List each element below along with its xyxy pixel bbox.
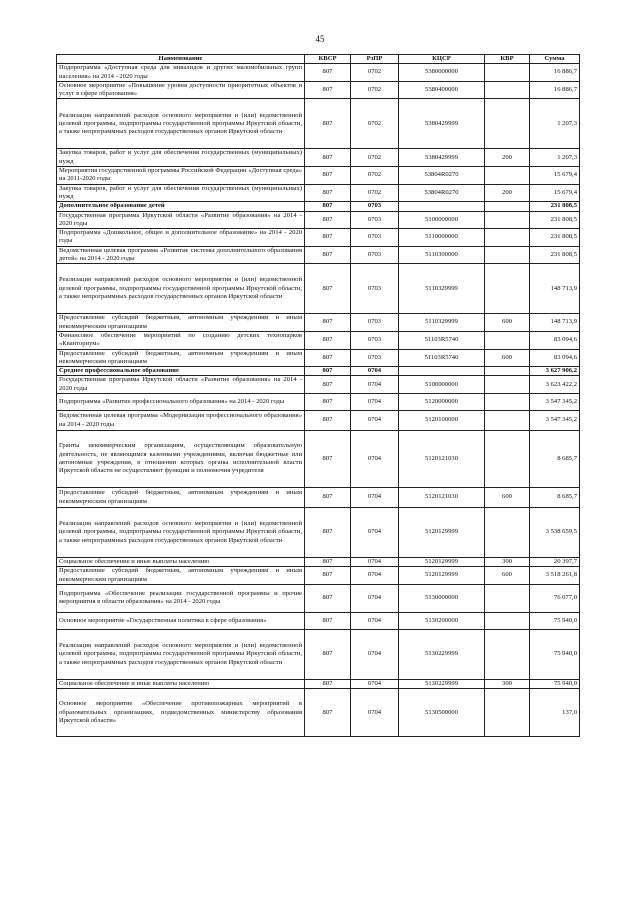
cell-name: Реализация направлений расходов основного мероприятия и (или) ведомственной целевой программы, подпрограммы государственной программы Иркутской области, а также непрограммных расходов государственных органов Иркутской области bbox=[57, 629, 305, 679]
cell-sum: 16 886,7 bbox=[530, 81, 580, 99]
cell-kcsr: 5110000000 bbox=[399, 229, 485, 247]
cell-name: Реализация направлений расходов основного мероприятия и (или) ведомственной целевой программы, подпрограммы государственной программы Иркутской области, а также непрограммных расходов государственных органов Иркутской области bbox=[57, 264, 305, 314]
cell-kvsr: 807 bbox=[305, 349, 351, 367]
cell-kvr bbox=[485, 508, 530, 558]
cell-kvsr: 807 bbox=[305, 508, 351, 558]
cell-sum: 15 679,4 bbox=[530, 184, 580, 202]
cell-kvsr: 807 bbox=[305, 184, 351, 202]
table-row bbox=[57, 629, 580, 679]
cell-sum: 231 808,5 bbox=[530, 202, 580, 211]
cell-kvsr: 807 bbox=[305, 81, 351, 99]
column-header-sum: Сумма bbox=[530, 55, 580, 64]
cell-kvr: 300 bbox=[485, 679, 530, 688]
cell-kvr: 600 bbox=[485, 567, 530, 585]
table-header-row bbox=[57, 55, 580, 64]
cell-kvr: 200 bbox=[485, 184, 530, 202]
cell-name: Социальное обеспечение и иные выплаты населению bbox=[57, 558, 305, 567]
column-header-kvr: КВР bbox=[485, 55, 530, 64]
cell-kvr: 600 bbox=[485, 349, 530, 367]
cell-kvsr: 807 bbox=[305, 149, 351, 167]
cell-sum: 20 397,7 bbox=[530, 558, 580, 567]
cell-kvsr: 807 bbox=[305, 367, 351, 376]
cell-kvr: 600 bbox=[485, 314, 530, 332]
cell-kvr bbox=[485, 99, 530, 149]
table-body bbox=[57, 64, 580, 737]
cell-name: Основное мероприятие «Обеспечение противопожарных мероприятий в образовательных организациях, подведомственных министерству образования Иркутской области» bbox=[57, 689, 305, 737]
cell-kcsr: 5120129999 bbox=[399, 558, 485, 567]
cell-sum: 231 808,5 bbox=[530, 246, 580, 264]
cell-kvsr: 807 bbox=[305, 629, 351, 679]
cell-rzpr: 0702 bbox=[351, 81, 399, 99]
cell-kvsr: 807 bbox=[305, 411, 351, 431]
table-row bbox=[57, 394, 580, 411]
cell-kvsr: 807 bbox=[305, 431, 351, 488]
table-row bbox=[57, 202, 580, 211]
table-row bbox=[57, 81, 580, 99]
cell-rzpr: 0702 bbox=[351, 99, 399, 149]
column-header-name: Наименование bbox=[57, 55, 305, 64]
table-row bbox=[57, 584, 580, 612]
table-row bbox=[57, 184, 580, 202]
table-row bbox=[57, 567, 580, 585]
cell-kcsr: 53804R0270 bbox=[399, 167, 485, 185]
cell-name: Предоставление субсидий бюджетным, автономным учреждениям и иным некоммерческим организациям bbox=[57, 314, 305, 332]
cell-rzpr: 0704 bbox=[351, 411, 399, 431]
cell-kvsr: 807 bbox=[305, 612, 351, 629]
cell-rzpr: 0703 bbox=[351, 264, 399, 314]
cell-kcsr: 5120129999 bbox=[399, 567, 485, 585]
cell-kvr bbox=[485, 246, 530, 264]
table-row bbox=[57, 679, 580, 688]
cell-kvr bbox=[485, 411, 530, 431]
cell-name: Подпрограмма «Дошкольное, общее и дополнительное образование» на 2014 - 2020 годы bbox=[57, 229, 305, 247]
cell-kcsr: 5130229999 bbox=[399, 679, 485, 688]
table-row bbox=[57, 264, 580, 314]
cell-rzpr: 0704 bbox=[351, 488, 399, 508]
cell-sum: 3 538 659,5 bbox=[530, 508, 580, 558]
cell-name: Среднее профессиональное образование bbox=[57, 367, 305, 376]
cell-kcsr: 5110300000 bbox=[399, 246, 485, 264]
cell-kvsr: 807 bbox=[305, 167, 351, 185]
cell-name: Основное мероприятие «Государственная политика в сфере образования» bbox=[57, 612, 305, 629]
budget-table bbox=[56, 54, 580, 737]
cell-kcsr: 5380000000 bbox=[399, 64, 485, 82]
cell-rzpr: 0703 bbox=[351, 331, 399, 349]
cell-sum: 16 886,7 bbox=[530, 64, 580, 82]
cell-rzpr: 0702 bbox=[351, 64, 399, 82]
cell-kvr: 300 bbox=[485, 558, 530, 567]
cell-kcsr: 5120000000 bbox=[399, 394, 485, 411]
cell-kvr: 200 bbox=[485, 149, 530, 167]
cell-kvsr: 807 bbox=[305, 99, 351, 149]
cell-rzpr: 0704 bbox=[351, 629, 399, 679]
cell-name: Подпрограмма «Доступная среда для инвалидов и других маломобильных групп населения» на 2014 - 2020 годы bbox=[57, 64, 305, 82]
cell-kcsr: 5130500000 bbox=[399, 689, 485, 737]
cell-sum: 75 940,0 bbox=[530, 679, 580, 688]
cell-kvr bbox=[485, 331, 530, 349]
table-row bbox=[57, 349, 580, 367]
cell-kvsr: 807 bbox=[305, 376, 351, 394]
cell-kvr bbox=[485, 211, 530, 229]
cell-sum: 75 940,0 bbox=[530, 629, 580, 679]
cell-kcsr: 5100000000 bbox=[399, 376, 485, 394]
cell-kvr bbox=[485, 584, 530, 612]
cell-name: Реализация направлений расходов основного мероприятия и (или) ведомственной целевой программы, подпрограммы государственной программы Иркутской области, а также непрограммных расходов государственных органов Иркутской области bbox=[57, 508, 305, 558]
cell-kcsr: 5110329999 bbox=[399, 264, 485, 314]
cell-kcsr: 5380429999 bbox=[399, 99, 485, 149]
cell-name: Мероприятия государственной программы Российской Федерации «Доступная среда» на 2011-2020 годы bbox=[57, 167, 305, 185]
cell-sum: 75 940,0 bbox=[530, 612, 580, 629]
table-row bbox=[57, 167, 580, 185]
table-row bbox=[57, 508, 580, 558]
cell-kcsr: 5120121030 bbox=[399, 488, 485, 508]
cell-kcsr: 5380429999 bbox=[399, 149, 485, 167]
cell-kvr bbox=[485, 689, 530, 737]
table-row bbox=[57, 149, 580, 167]
cell-kvr bbox=[485, 167, 530, 185]
cell-rzpr: 0704 bbox=[351, 376, 399, 394]
cell-kcsr bbox=[399, 367, 485, 376]
cell-kvsr: 807 bbox=[305, 211, 351, 229]
cell-kvr: 600 bbox=[485, 488, 530, 508]
cell-kcsr: 5100000000 bbox=[399, 211, 485, 229]
cell-kvsr: 807 bbox=[305, 584, 351, 612]
cell-sum: 148 713,9 bbox=[530, 314, 580, 332]
cell-rzpr: 0704 bbox=[351, 679, 399, 688]
cell-rzpr: 0704 bbox=[351, 508, 399, 558]
cell-kvr bbox=[485, 64, 530, 82]
cell-rzpr: 0703 bbox=[351, 211, 399, 229]
cell-name: Основное мероприятие «Повышение уровня доступности приоритетных объектов и услуг в сфере образования» bbox=[57, 81, 305, 99]
cell-name: Государственная программа Иркутской области «Развитие образования» на 2014 - 2020 годы bbox=[57, 211, 305, 229]
cell-rzpr: 0704 bbox=[351, 567, 399, 585]
cell-rzpr: 0704 bbox=[351, 431, 399, 488]
cell-kcsr: 5120100000 bbox=[399, 411, 485, 431]
page-number: 45 bbox=[315, 34, 325, 44]
cell-kvr bbox=[485, 202, 530, 211]
table-row bbox=[57, 331, 580, 349]
table-row bbox=[57, 488, 580, 508]
cell-sum: 1 207,3 bbox=[530, 149, 580, 167]
cell-kcsr: 5130200000 bbox=[399, 612, 485, 629]
cell-sum: 3 623 422,2 bbox=[530, 376, 580, 394]
cell-kcsr bbox=[399, 202, 485, 211]
cell-name: Государственная программа Иркутской области «Развитие образования» на 2014 - 2020 годы bbox=[57, 376, 305, 394]
cell-sum: 3 547 345,2 bbox=[530, 394, 580, 411]
cell-kcsr: 5110329999 bbox=[399, 314, 485, 332]
cell-sum: 3 547 345,2 bbox=[530, 411, 580, 431]
cell-sum: 83 094,6 bbox=[530, 331, 580, 349]
cell-sum: 76 077,0 bbox=[530, 584, 580, 612]
cell-name: Предоставление субсидий бюджетным, автономным учреждениям и иным некоммерческим организациям bbox=[57, 567, 305, 585]
cell-name: Дополнительное образование детей bbox=[57, 202, 305, 211]
cell-rzpr: 0704 bbox=[351, 367, 399, 376]
cell-kvsr: 807 bbox=[305, 394, 351, 411]
cell-sum: 15 679,4 bbox=[530, 167, 580, 185]
cell-name: Закупка товаров, работ и услуг для обеспечения государственных (муниципальных) нужд bbox=[57, 149, 305, 167]
cell-kvsr: 807 bbox=[305, 314, 351, 332]
cell-name: Социальное обеспечение и иные выплаты населению bbox=[57, 679, 305, 688]
cell-kvsr: 807 bbox=[305, 246, 351, 264]
cell-kvr bbox=[485, 81, 530, 99]
table-row bbox=[57, 211, 580, 229]
cell-kvsr: 807 bbox=[305, 264, 351, 314]
cell-name: Подпрограмма «Развитие профессионального образования» на 2014 - 2020 годы bbox=[57, 394, 305, 411]
cell-rzpr: 0703 bbox=[351, 202, 399, 211]
cell-kcsr: 5120129999 bbox=[399, 508, 485, 558]
cell-sum: 231 808,5 bbox=[530, 229, 580, 247]
column-header-rzpr: РзПР bbox=[351, 55, 399, 64]
cell-kvsr: 807 bbox=[305, 558, 351, 567]
cell-kcsr: 51103R5740 bbox=[399, 331, 485, 349]
cell-name: Предоставление субсидий бюджетным, автономным учреждениям и иным некоммерческим организациям bbox=[57, 349, 305, 367]
cell-kcsr: 51103R5740 bbox=[399, 349, 485, 367]
cell-kvr bbox=[485, 376, 530, 394]
table-row bbox=[57, 314, 580, 332]
cell-sum: 1 207,3 bbox=[530, 99, 580, 149]
cell-kvsr: 807 bbox=[305, 689, 351, 737]
cell-name: Ведомственная целевая программа «Модернизация профессионального образования» на 2014 - 2020 годы bbox=[57, 411, 305, 431]
cell-kvr bbox=[485, 431, 530, 488]
cell-kvsr: 807 bbox=[305, 229, 351, 247]
cell-kvr bbox=[485, 612, 530, 629]
cell-name: Подпрограмма «Обеспечение реализации государственной программы и прочие мероприятия в области образования» на 2014 - 2020 годы bbox=[57, 584, 305, 612]
cell-sum: 8 685,7 bbox=[530, 431, 580, 488]
cell-kvsr: 807 bbox=[305, 567, 351, 585]
table-row bbox=[57, 411, 580, 431]
cell-kcsr: 53804R0270 bbox=[399, 184, 485, 202]
table-row bbox=[57, 64, 580, 82]
cell-kvsr: 807 bbox=[305, 64, 351, 82]
cell-sum: 3 627 906,2 bbox=[530, 367, 580, 376]
cell-kvsr: 807 bbox=[305, 679, 351, 688]
cell-kcsr: 5380400000 bbox=[399, 81, 485, 99]
cell-rzpr: 0703 bbox=[351, 229, 399, 247]
cell-kvsr: 807 bbox=[305, 331, 351, 349]
column-header-kvsr: КВСР bbox=[305, 55, 351, 64]
table-row bbox=[57, 229, 580, 247]
cell-kcsr: 5120121030 bbox=[399, 431, 485, 488]
cell-rzpr: 0704 bbox=[351, 394, 399, 411]
cell-kvr bbox=[485, 394, 530, 411]
cell-rzpr: 0703 bbox=[351, 314, 399, 332]
cell-rzpr: 0703 bbox=[351, 349, 399, 367]
table-row bbox=[57, 612, 580, 629]
cell-sum: 231 808,5 bbox=[530, 211, 580, 229]
table-row bbox=[57, 689, 580, 737]
cell-rzpr: 0704 bbox=[351, 558, 399, 567]
cell-name: Финансовое обеспечение мероприятий по созданию детских технопарков «Кванториум» bbox=[57, 331, 305, 349]
cell-rzpr: 0703 bbox=[351, 246, 399, 264]
table-row bbox=[57, 99, 580, 149]
cell-kcsr: 5130000000 bbox=[399, 584, 485, 612]
table-row bbox=[57, 431, 580, 488]
cell-kvr bbox=[485, 367, 530, 376]
cell-rzpr: 0704 bbox=[351, 689, 399, 737]
cell-rzpr: 0704 bbox=[351, 584, 399, 612]
cell-kvr bbox=[485, 229, 530, 247]
cell-name: Предоставление субсидий бюджетным, автономным учреждениям и иным некоммерческим организациям bbox=[57, 488, 305, 508]
cell-kvsr: 807 bbox=[305, 488, 351, 508]
cell-name: Гранты некоммерческим организациям, осуществляющим образовательную деятельность, не являющимся казенными учреждениями, включая бюджетные или автономные учреждения, в отношении которых органы исполнительной власти Иркутской области не осуществляют функции и полномочия учредителя bbox=[57, 431, 305, 488]
cell-name: Закупка товаров, работ и услуг для обеспечения государственных (муниципальных) нужд bbox=[57, 184, 305, 202]
cell-name: Ведомственная целевая программа «Развитие системы дополнительного образования детей» на 2014 - 2020 годы bbox=[57, 246, 305, 264]
cell-sum: 148 713,9 bbox=[530, 264, 580, 314]
cell-kvsr: 807 bbox=[305, 202, 351, 211]
table-row bbox=[57, 376, 580, 394]
table-row bbox=[57, 367, 580, 376]
cell-rzpr: 0704 bbox=[351, 612, 399, 629]
cell-rzpr: 0702 bbox=[351, 184, 399, 202]
cell-kvr bbox=[485, 264, 530, 314]
cell-sum: 3 518 261,8 bbox=[530, 567, 580, 585]
cell-kcsr: 5130229999 bbox=[399, 629, 485, 679]
cell-rzpr: 0702 bbox=[351, 167, 399, 185]
column-header-kcsr: КЦСР bbox=[399, 55, 485, 64]
cell-sum: 83 094,6 bbox=[530, 349, 580, 367]
cell-name: Реализация направлений расходов основного мероприятия и (или) ведомственной целевой программы, подпрограммы государственной программы Иркутской области, а также непрограммных расходов государственных органов Иркутской области bbox=[57, 99, 305, 149]
table-row bbox=[57, 246, 580, 264]
cell-kvr bbox=[485, 629, 530, 679]
cell-rzpr: 0702 bbox=[351, 149, 399, 167]
table-row bbox=[57, 558, 580, 567]
cell-sum: 8 685,7 bbox=[530, 488, 580, 508]
cell-sum: 137,0 bbox=[530, 689, 580, 737]
